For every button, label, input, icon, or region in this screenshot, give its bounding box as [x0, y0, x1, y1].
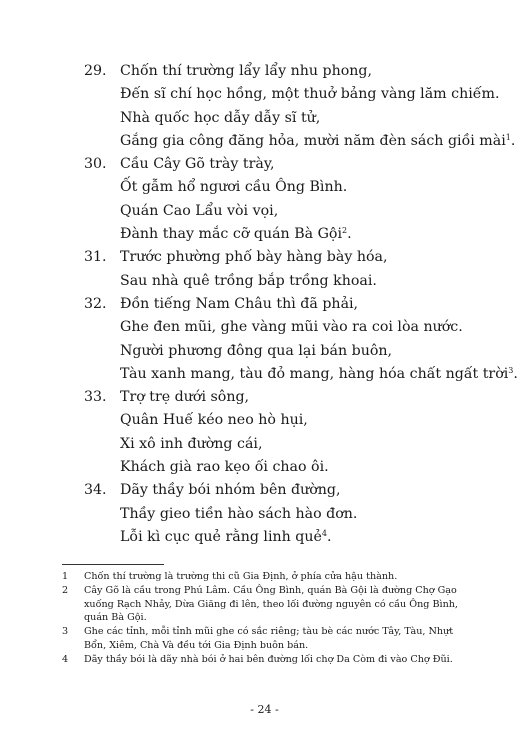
footnote-text: Cây Gõ là cầu trong Phú Lâm. Cầu Ông Bình, quán Bà Gội là đường Chợ Gạo xuống Rạch Nhảy, Dừa Giăng đi lên, theo lối đường nguyên có cầu Ông Bình, quán Bà Gội. — [84, 584, 458, 624]
verse-text: Ghe đen mũi, ghe vàng mũi vào ra coi lòa nước. — [120, 319, 463, 336]
verse-text: Đồn tiếng Nam Châu thì đã phải, — [120, 295, 359, 312]
verse-line — [0, 433, 529, 456]
verse-number: 33. — [84, 389, 107, 406]
verse — [0, 386, 529, 479]
verse-text: Khách già rao kẹo ối chao ôi. — [120, 459, 329, 476]
footnote — [62, 584, 472, 625]
footnote — [62, 570, 472, 584]
verse — [0, 246, 529, 293]
verse-line — [0, 83, 529, 106]
verse-number: 30. — [84, 156, 107, 173]
verse-text: Xi xô inh đường cái, — [120, 435, 263, 452]
verse-line: Lỗi kì cục quẻ rằng linh quẻ$^4$. — [120, 528, 332, 545]
footnote — [62, 625, 472, 653]
verse-text: Gắng gia công đăng hỏa, mười năm đèn sách giồi mài — [120, 132, 506, 149]
footnote-text: Dãy thầy bói là dãy nhà bói ở hai bên đường lối chợ Da Còm đi vào Chợ Đũi. — [84, 653, 453, 665]
verse — [0, 293, 529, 386]
verse-number: 34. — [84, 482, 107, 499]
verse-text: Đành thay mắc cỡ quán Bà Gội — [120, 226, 343, 243]
footnote-number: 3 — [62, 626, 69, 638]
verse-line — [0, 153, 529, 176]
verse-text: Thầy gieo tiền hào sách hào đơn. — [120, 505, 358, 522]
footnote-marker: 2 — [342, 226, 348, 236]
verse-text: Tàu xanh mang, tàu đỏ mang, hàng hóa chất ngất trời — [120, 365, 509, 382]
verse-line: Gắng gia công đăng hỏa, mười năm đèn sách giồi mài$^1$. — [120, 132, 516, 149]
verse-number: 32. — [84, 295, 107, 312]
verse-text: Đến sĩ chí học hồng, một thuở bảng vàng lăm chiếm. — [120, 86, 500, 103]
footnote-divider — [62, 564, 164, 565]
verse-line: Đành thay mắc cỡ quán Bà Gội$^2$. — [120, 226, 352, 243]
verse — [0, 479, 529, 549]
footnote-number: 2 — [62, 584, 69, 596]
verse-text: Dãy thầy bói nhóm bên đường, — [120, 482, 341, 499]
verse-line — [0, 200, 529, 223]
footnote-marker: 4 — [321, 528, 327, 538]
verse-line — [0, 316, 529, 339]
verse-text: Trợ trẹ dưới sông, — [120, 389, 250, 406]
verse-text: Lỗi kì cục quẻ rằng linh quẻ — [120, 528, 322, 545]
verse-number: 29. — [84, 63, 107, 79]
poem-body — [0, 60, 529, 549]
verse-line — [0, 107, 529, 130]
verse-text: Nhà quốc học dẫy dẫy sĩ tử, — [120, 109, 321, 126]
verse-line — [0, 479, 529, 502]
verse-text: Chốn thí trường lẩy lẩy nhu phong, — [120, 63, 373, 79]
verse-line — [0, 293, 529, 316]
verse-line — [0, 60, 529, 83]
verse-text: Trước phường phố bày hàng bày hóa, — [120, 249, 388, 266]
footnote-marker: 1 — [505, 132, 511, 142]
verse-line — [0, 503, 529, 526]
verse-line — [0, 386, 529, 409]
verse-line — [0, 340, 529, 363]
verse-line — [0, 270, 529, 293]
verse-text: Sau nhà quê trồng bắp trồng khoai. — [120, 272, 377, 289]
verse-line — [0, 246, 529, 269]
verse-text: Người phương đông qua lại bán buôn, — [120, 342, 393, 359]
verse-text: Quán Cao Lẩu vòi vọi, — [120, 202, 279, 219]
footnote-text: Ghe các tỉnh, mỗi tỉnh mũi ghe có sắc riêng; tàu bè các nước Tây, Tàu, Nhựt Bổn, Xiêm, Chà Và đều tới Gia Định buôn bán. — [84, 626, 454, 651]
footnotes — [62, 570, 472, 667]
verse-text: Ốt gẫm hổ ngươi cầu Ông Bình. — [120, 179, 348, 196]
verse-line — [0, 409, 529, 432]
page-number: - 24 - — [250, 703, 279, 716]
footnote-number: 4 — [62, 653, 69, 665]
verse — [0, 60, 529, 153]
verse-number: 31. — [84, 249, 107, 266]
footnote-marker: 3 — [508, 365, 514, 375]
footnote — [62, 653, 472, 667]
verse-line: Tàu xanh mang, tàu đỏ mang, hàng hóa chất ngất trời$^3$. — [120, 365, 518, 382]
verse-text: Cầu Cây Gõ trày trày, — [120, 156, 275, 173]
verse-text: Quân Huế kéo neo hò hụi, — [120, 412, 308, 429]
verse-line — [0, 176, 529, 199]
footnote-text: Chốn thí trường là trường thi cũ Gia Định, ở phía cửa hậu thành. — [84, 571, 398, 582]
verse — [0, 153, 529, 246]
footnote-number: 1 — [62, 571, 69, 582]
verse-line — [0, 456, 529, 479]
